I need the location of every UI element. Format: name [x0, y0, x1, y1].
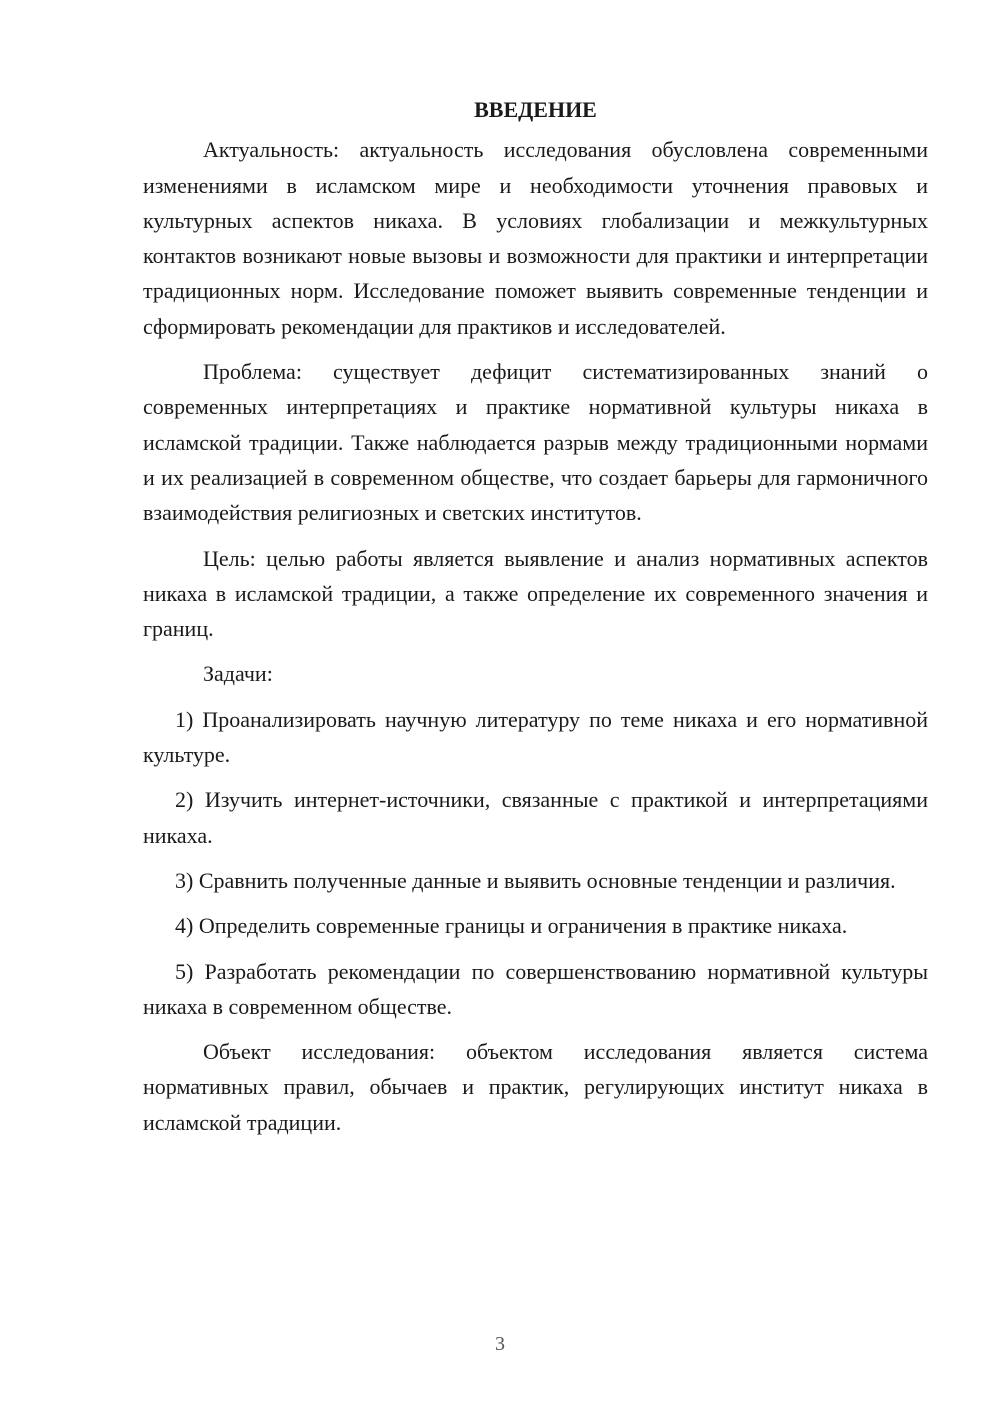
problem-paragraph: Проблема: существует дефицит систематизированных знаний о современных интерпретациях и практике нормативной культуры никаха в исламской традиции. Также наблюдается разрыв между традиционными нормами и их реализацией в современном обществе, что создает барьеры для гармоничного взаимодействия религиозных и светских институтов. [143, 359, 928, 526]
document-page [143, 92, 928, 1150]
goal-paragraph: Цель: целью работы является выявление и анализ нормативных аспектов никаха в исламской традиции, а также определение их современного значения и границ. [143, 545, 928, 642]
task-item-4: 4) Определить современные границы и ограничения в практике никаха. [175, 913, 848, 939]
section-heading: ВВЕДЕНИЕ [474, 97, 597, 122]
task-item-2: 2) Изучить интернет-источники, связанные с практикой и интерпретациями никаха. [143, 787, 928, 848]
relevance-paragraph: Актуальность: актуальность исследования обусловлена современными изменениями в исламском мире и необходимости уточнения правовых и культурных аспектов никаха. В условиях глобализации и межкультурных контактов возникают новые вызовы и возможности для практики и интерпретации традиционных норм. Исследование поможет выявить современные тенденции и сформировать рекомендации для практиков и исследователей. [143, 137, 928, 339]
page-number: 3 [495, 1333, 505, 1355]
object-paragraph: Объект исследования: объектом исследования является система нормативных правил, обычаев и практик, регулирующих институт никаха в исламской традиции. [143, 1039, 928, 1135]
tasks-label: Задачи: [203, 661, 273, 687]
task-item-5: 5) Разработать рекомендации по совершенствованию нормативной культуры никаха в современном обществе. [143, 958, 928, 1019]
task-item-3: 3) Сравнить полученные данные и выявить основные тенденции и различия. [175, 867, 896, 893]
task-item-1: 1) Проанализировать научную литературу по теме никаха и его нормативной культуре. [143, 706, 928, 768]
